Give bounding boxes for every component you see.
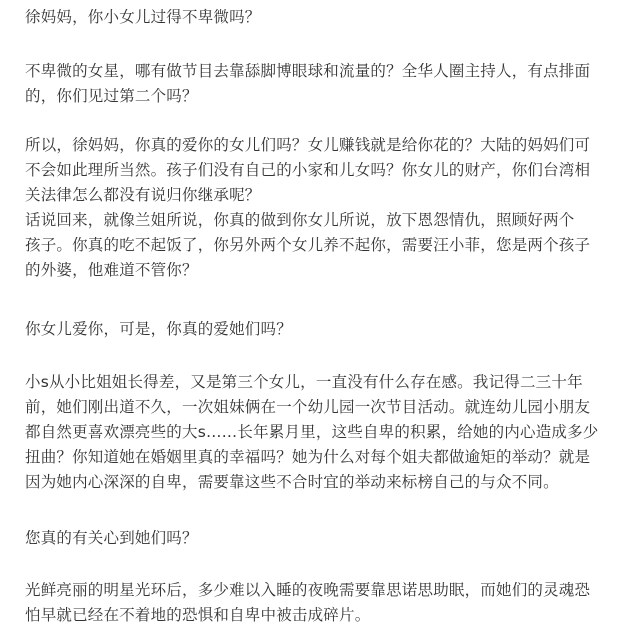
text-line: 孩子。你真的吃不起饭了，你另外两个女儿养不起你，需要汪小菲，您是两个孩子 [25,236,591,254]
text-line: 小s从小比姐姐长得差，又是第三个女儿，一直没有什么存在感。我记得二三十年 [25,373,583,391]
paragraph-childhood [25,370,625,495]
text-line: 的外婆，他难道不管你？ [25,261,198,279]
paragraph-question-daughter [25,5,625,30]
paragraph-do-you-care [25,526,625,551]
text-line: 都自然更喜欢漂亮些的大s……长年累月里，这些自卑的积累，给她的内心造成多少 [25,423,599,441]
text-line: 前，她们刚出道不久，一次姐妹俩在一个幼儿园一次节目活动。就连幼儿园小朋友 [25,398,591,416]
paragraph-do-you-love-them [25,317,625,342]
text-line: 怕早就已经在不着地的恐惧和自卑中被击成碎片。 [25,606,371,622]
paragraph-host-status [25,59,625,109]
text-line: 不会如此理所当然。孩子们没有自己的小家和儿女吗？你女儿的财产，你们台湾相 [25,161,591,179]
text-line: 话说回来，就像兰姐所说，你真的做到你女儿所说，放下恩怨情仇，照顾好两个 [25,211,575,229]
text-line: 不卑微的女星，哪有做节目去靠舔脚博眼球和流量的？全华人圈主持人，有点排面 [25,62,591,80]
text-line: 你女儿爱你，可是，你真的爱她们吗？ [25,320,292,338]
paragraph-star-halo [25,578,625,622]
text-line: 您真的有关心到她们吗？ [25,529,198,547]
text-line: 扭曲？你知道她在婚姻里真的幸福吗？她为什么对每个姐夫都做逾矩的举动？就是 [25,448,591,466]
text-line: 徐妈妈，你小女儿过得不卑微吗？ [25,8,261,26]
text-line: 光鲜亮丽的明星光环后，多少难以入睡的夜晚需要靠思诺思助眠，而她们的灵魂恐 [25,581,591,599]
text-line: 所以，徐妈妈，你真的爱你的女儿们吗？女儿赚钱就是给你花的？大陆的妈妈们可 [25,136,591,154]
paragraph-mother-love [25,133,625,283]
text-line: 关法律怎么都没有说归你继承呢？ [25,186,261,204]
text-line: 的，你们见过第二个吗？ [25,87,198,105]
text-line: 因为她内心深深的自卑，需要靠这些不合时宜的举动来标榜自己的与众不同。 [25,473,559,491]
